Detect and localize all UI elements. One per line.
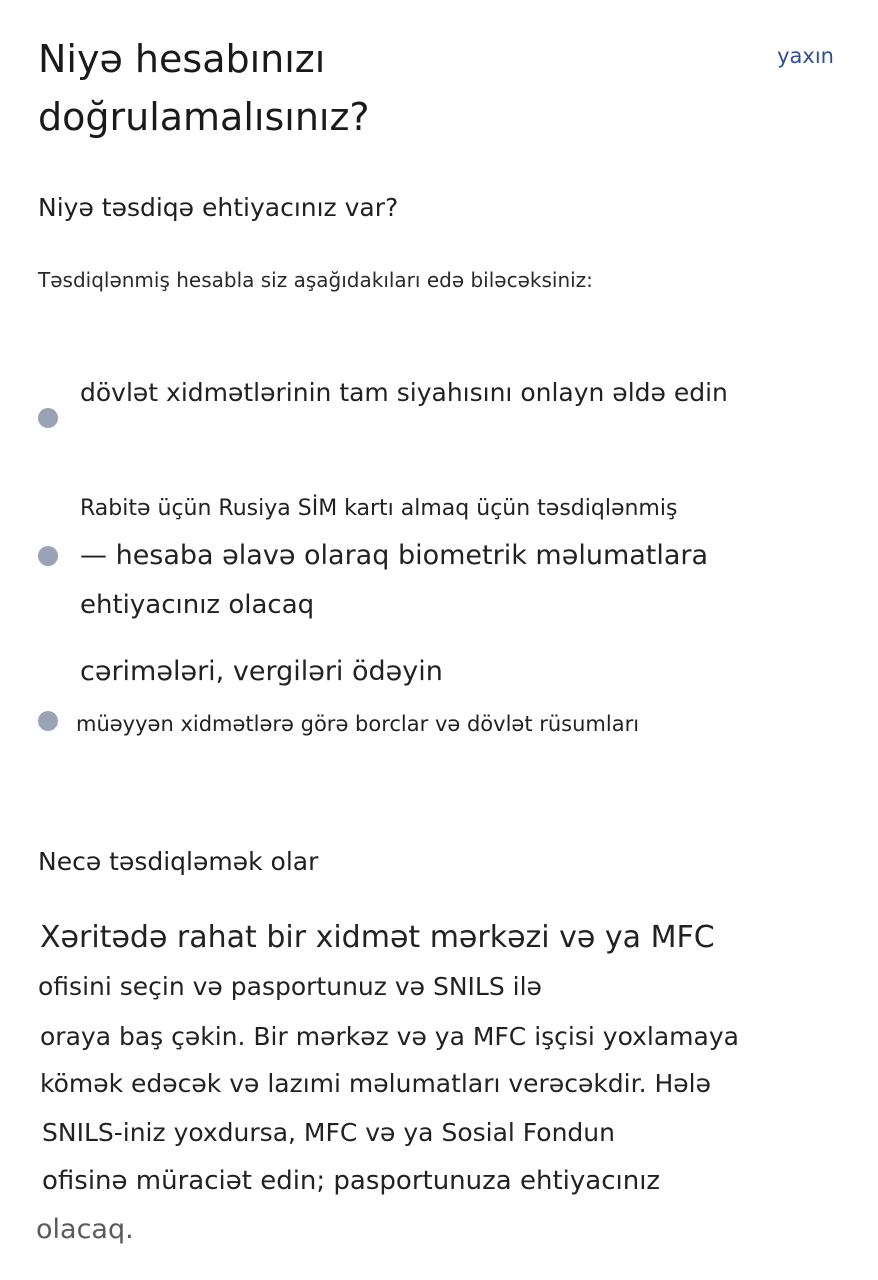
how-text-line-7: olacaq. xyxy=(36,1214,134,1245)
benefit-item-2-line-2: — hesaba əlavə olaraq biometrik məlumatlara xyxy=(80,540,709,571)
close-link[interactable]: yaxın xyxy=(777,44,834,68)
how-text-line-1: Xəritədə rahat bir xidmət mərkəzi və ya MFC xyxy=(40,920,715,955)
bullet-dot-icon xyxy=(38,546,58,566)
how-text-line-5: SNILS-iniz yoxdursa, MFC və ya Sosial Fondun xyxy=(42,1118,615,1147)
page-title-line-1: Niyə hesabınızı xyxy=(38,37,326,81)
benefit-item-3-line-2: müəyyən xidmətlərə görə borclar və dövlət rüsumları xyxy=(76,712,640,736)
why-section-heading: Niyə təsdiqə ehtiyacınız var? xyxy=(38,193,399,222)
page-title-line-2: doğrulamalısınız? xyxy=(38,95,370,139)
how-text-line-4: kömək edəcək və lazımi məlumatları verəcəkdir. Hələ xyxy=(40,1069,711,1098)
how-section-heading: Necə təsdiqləmək olar xyxy=(38,847,319,876)
benefit-item-2-line-1: Rabitə üçün Rusiya SİM kartı almaq üçün təsdiqlənmiş xyxy=(80,496,678,521)
bullet-dot-icon xyxy=(38,408,58,428)
benefit-item-3-line-1: cərimələri, vergiləri ödəyin xyxy=(80,656,443,687)
how-text-line-2: ofisini seçin və pasportunuz və SNILS ilə xyxy=(38,972,542,1001)
bullet-dot-icon xyxy=(38,711,58,731)
benefit-item-2-line-3: ehtiyacınız olacaq xyxy=(80,590,315,620)
how-text-line-3: oraya baş çəkin. Bir mərkəz və ya MFC işçisi yoxlamaya xyxy=(40,1022,739,1051)
benefits-intro-text: Təsdiqlənmiş hesabla siz aşağıdakıları edə biləcəksiniz: xyxy=(38,268,593,292)
how-text-line-6: ofisinə müraciət edin; pasportunuza ehtiyacınız xyxy=(42,1166,661,1196)
benefit-item-1: dövlət xidmətlərinin tam siyahısını onlayn əldə edin xyxy=(80,378,728,407)
page-title xyxy=(38,30,678,146)
